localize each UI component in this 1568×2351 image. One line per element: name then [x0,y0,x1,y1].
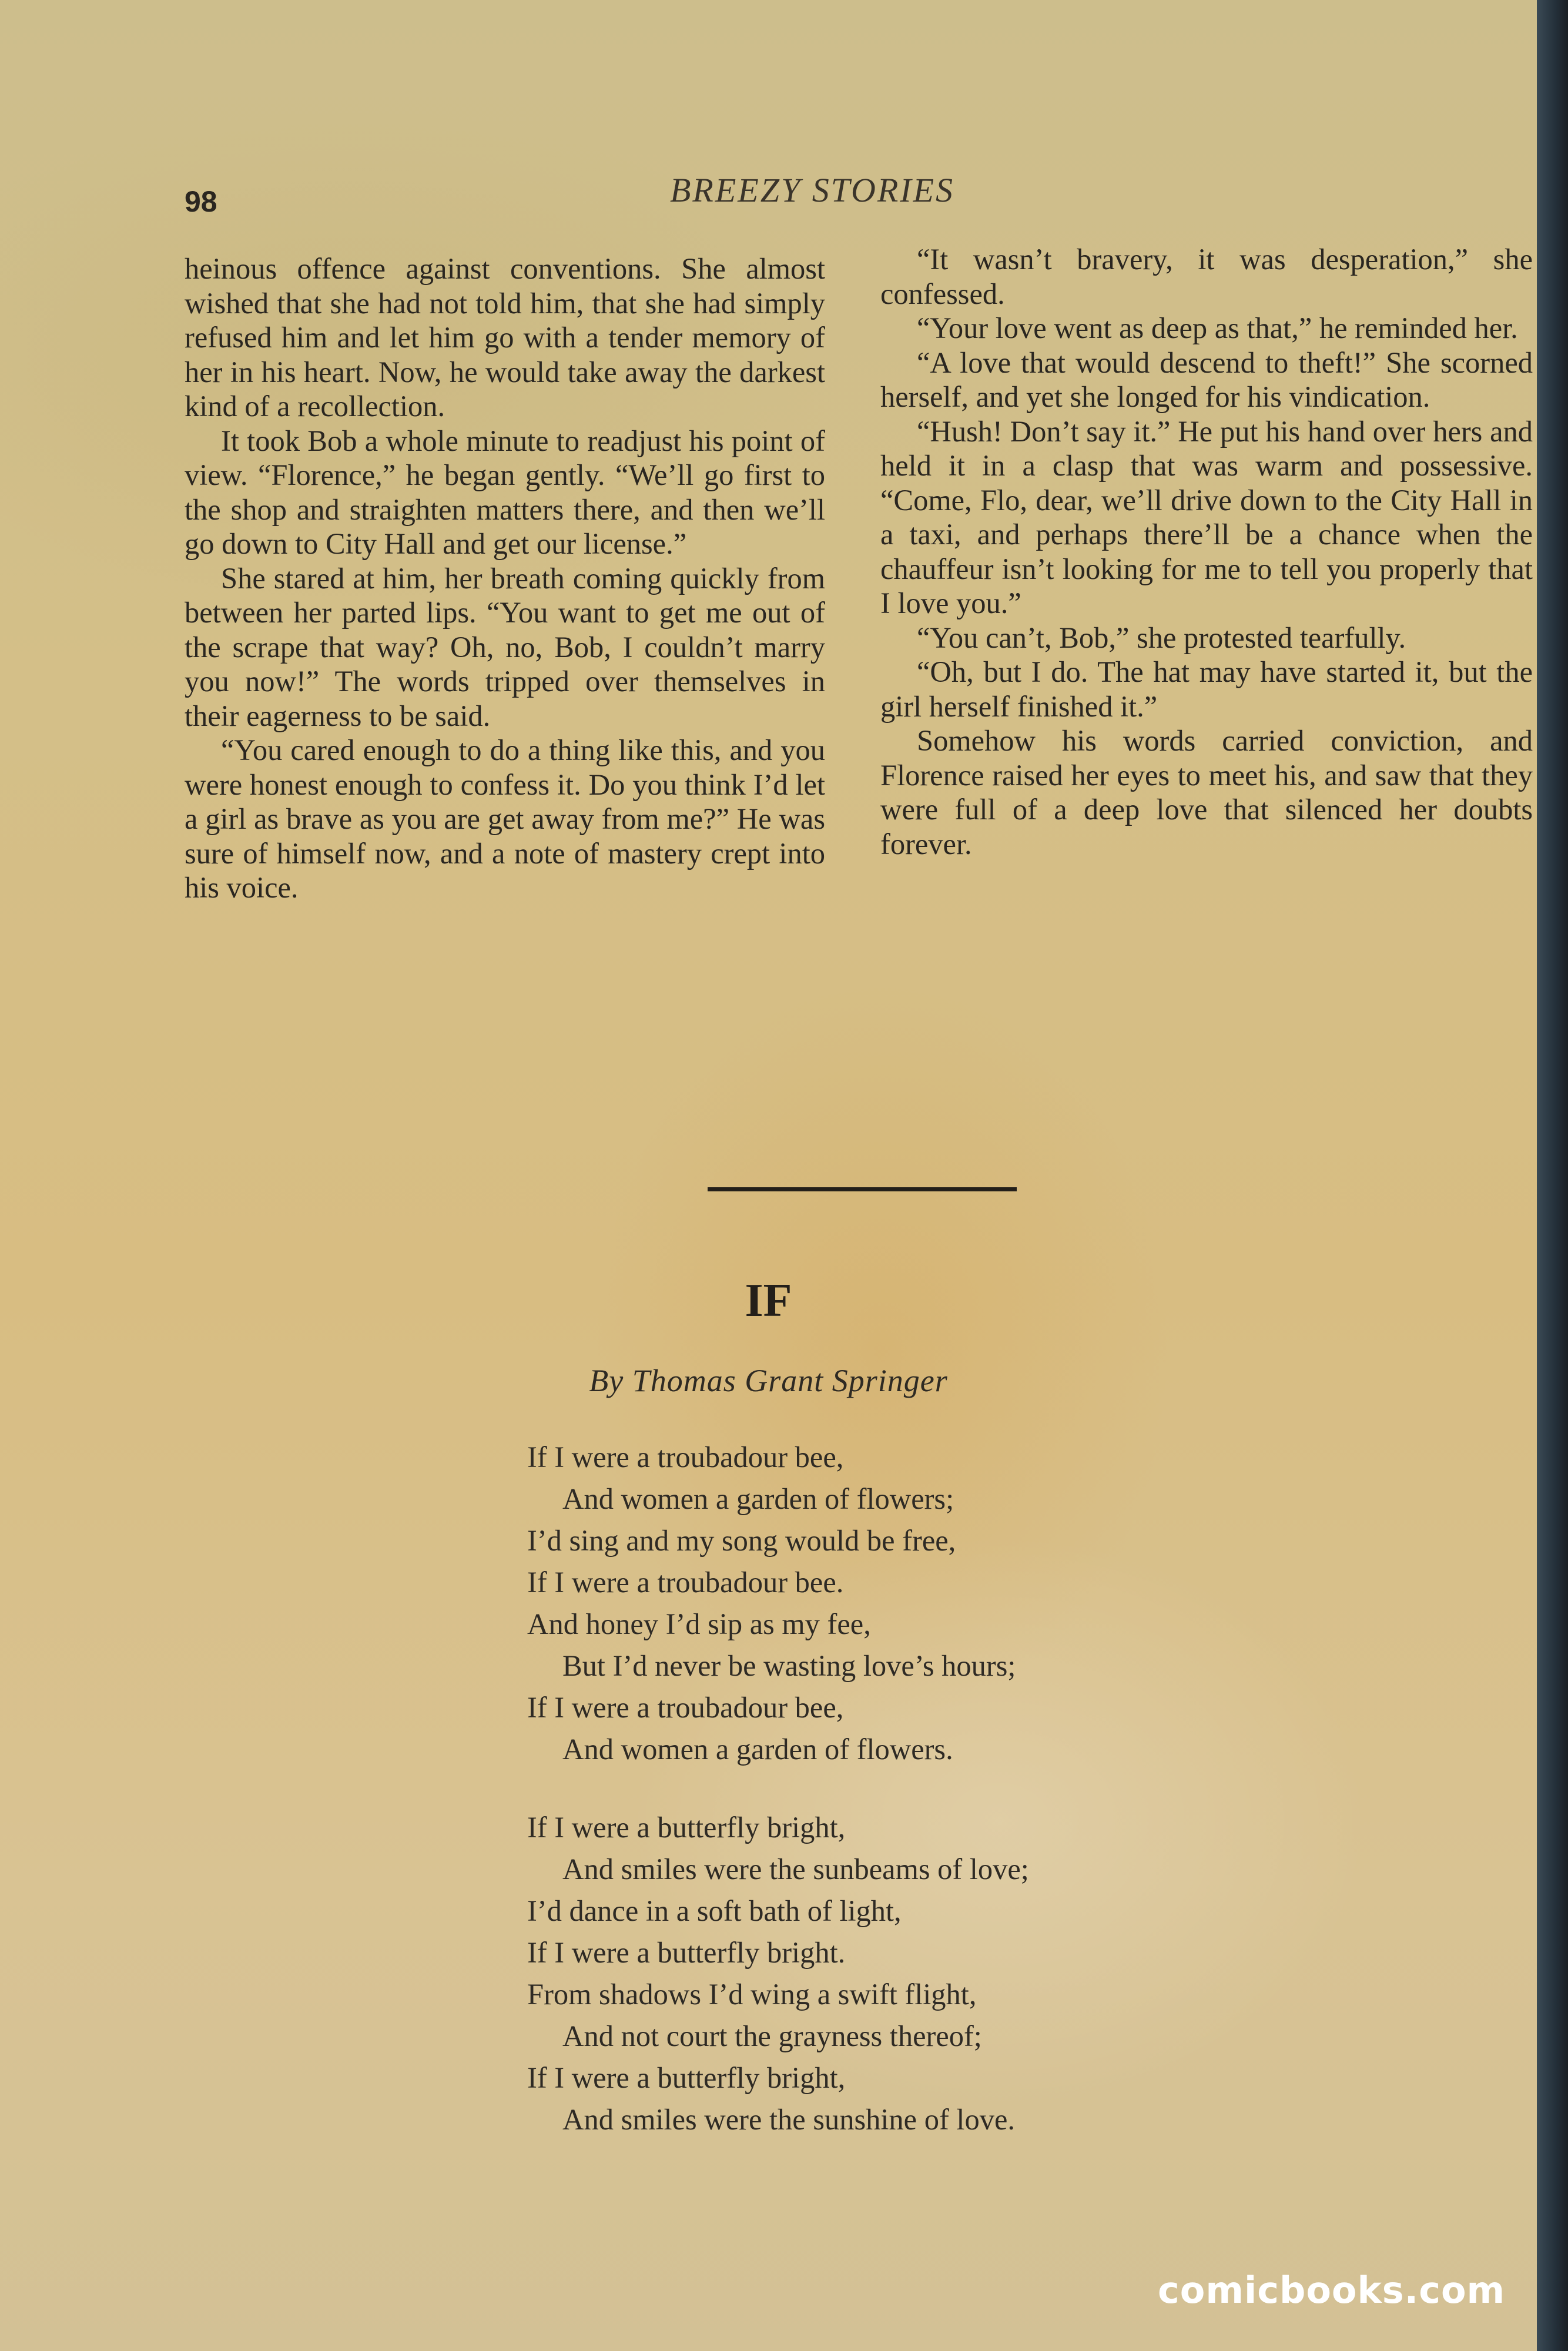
poem-line: If I were a butterfly bright, [527,2061,846,2094]
story-paragraph: “A love that would descend to theft!” She scorned herself, and yet she longed for his vindication. [880,346,1533,413]
poem-line: I’d sing and my song would be free, [527,1524,956,1557]
poem-line: But I’d never be wasting love’s hours; [562,1649,1016,1682]
poem-line: And smiles were the sunshine of love. [562,2103,1015,2136]
poem-line: If I were a butterfly bright, [527,1811,846,1844]
poem-line: And smiles were the sunbeams of love; [562,1853,1029,1886]
poem-line: And honey I’d sip as my fee, [527,1607,871,1640]
poem-line: And women a garden of flowers; [562,1482,954,1515]
running-title: BREEZY STORIES [670,171,954,209]
story-paragraph: “Hush! Don’t say it.” He put his hand over hers and held it in a clasp that was warm and possessive. “Come, Flo, dear, we’ll drive down to the City Hall in a taxi, and perhaps there’ll be a chance when the chauffeur isn’t looking for me to tell you properly that I love you.” [880,414,1533,619]
page-edge [1537,0,1568,2351]
poem-byline: By Thomas Grant Springer [589,1363,948,1398]
poem-line: If I were a troubadour bee. [527,1566,844,1599]
story-paragraph: heinous offence against conventions. She almost wished that she had not told him, that she had simply refused him and let him go with a tender memory of her in his heart. Now, he would take away the darkest kind of a recollection. [185,252,825,423]
poem-line: If I were a troubadour bee, [527,1441,844,1473]
story-paragraph: She stared at him, her breath coming quickly from between her parted lips. “You want to get me out of the scrape that way? Oh, no, Bob, I couldn’t marry you now!” The words tripped over themselves in their eagerness to be said. [185,561,825,732]
story-paragraph: “It wasn’t bravery, it was desperation,” she confessed. [880,243,1533,310]
poem-line: And women a garden of flowers. [562,1733,953,1766]
story-paragraph: It took Bob a whole minute to readjust his point of view. “Florence,” he began gently. “We’ll go first to the shop and straighten matters there, and then we’ll go down to City Hall and get our license.” [185,424,825,560]
story-paragraph: Somehow his words carried conviction, and Florence raised her eyes to meet his, and saw that they were full of a deep love that silenced her doubts forever. [880,724,1533,860]
poem-line: And not court the grayness thereof; [562,2020,982,2052]
page-number: 98 [185,185,217,218]
page-header [0,170,1537,217]
story-paragraph: “You cared enough to do a thing like this, and you were honest enough to confess it. Do you think I’d let a girl as brave as you are get away from me?” He was sure of himself now, and a note of mastery crept into his voice. [185,734,825,904]
poem-line: From shadows I’d wing a swift flight, [527,1978,977,2011]
story-paragraph: “Oh, but I do. The hat may have started it, but the girl herself finished it.” [880,655,1533,723]
poem-line: If I were a butterfly bright. [527,1936,846,1969]
story-column-right [880,242,1533,861]
site-watermark: comicbooks.com [1158,2269,1506,2312]
story-paragraph: “You can’t, Bob,” she protested tearfully. [917,621,1406,654]
poem-line: If I were a troubadour bee, [527,1691,844,1724]
poem-stanza [527,1436,1016,1770]
section-divider [708,1187,1017,1191]
story-paragraph: “Your love went as deep as that,” he reminded her. [917,312,1518,344]
poem-stanza [527,1807,1029,2141]
poem-title: IF [745,1275,792,1327]
poem-line: I’d dance in a soft bath of light, [527,1894,902,1927]
story-column-left [185,252,825,905]
